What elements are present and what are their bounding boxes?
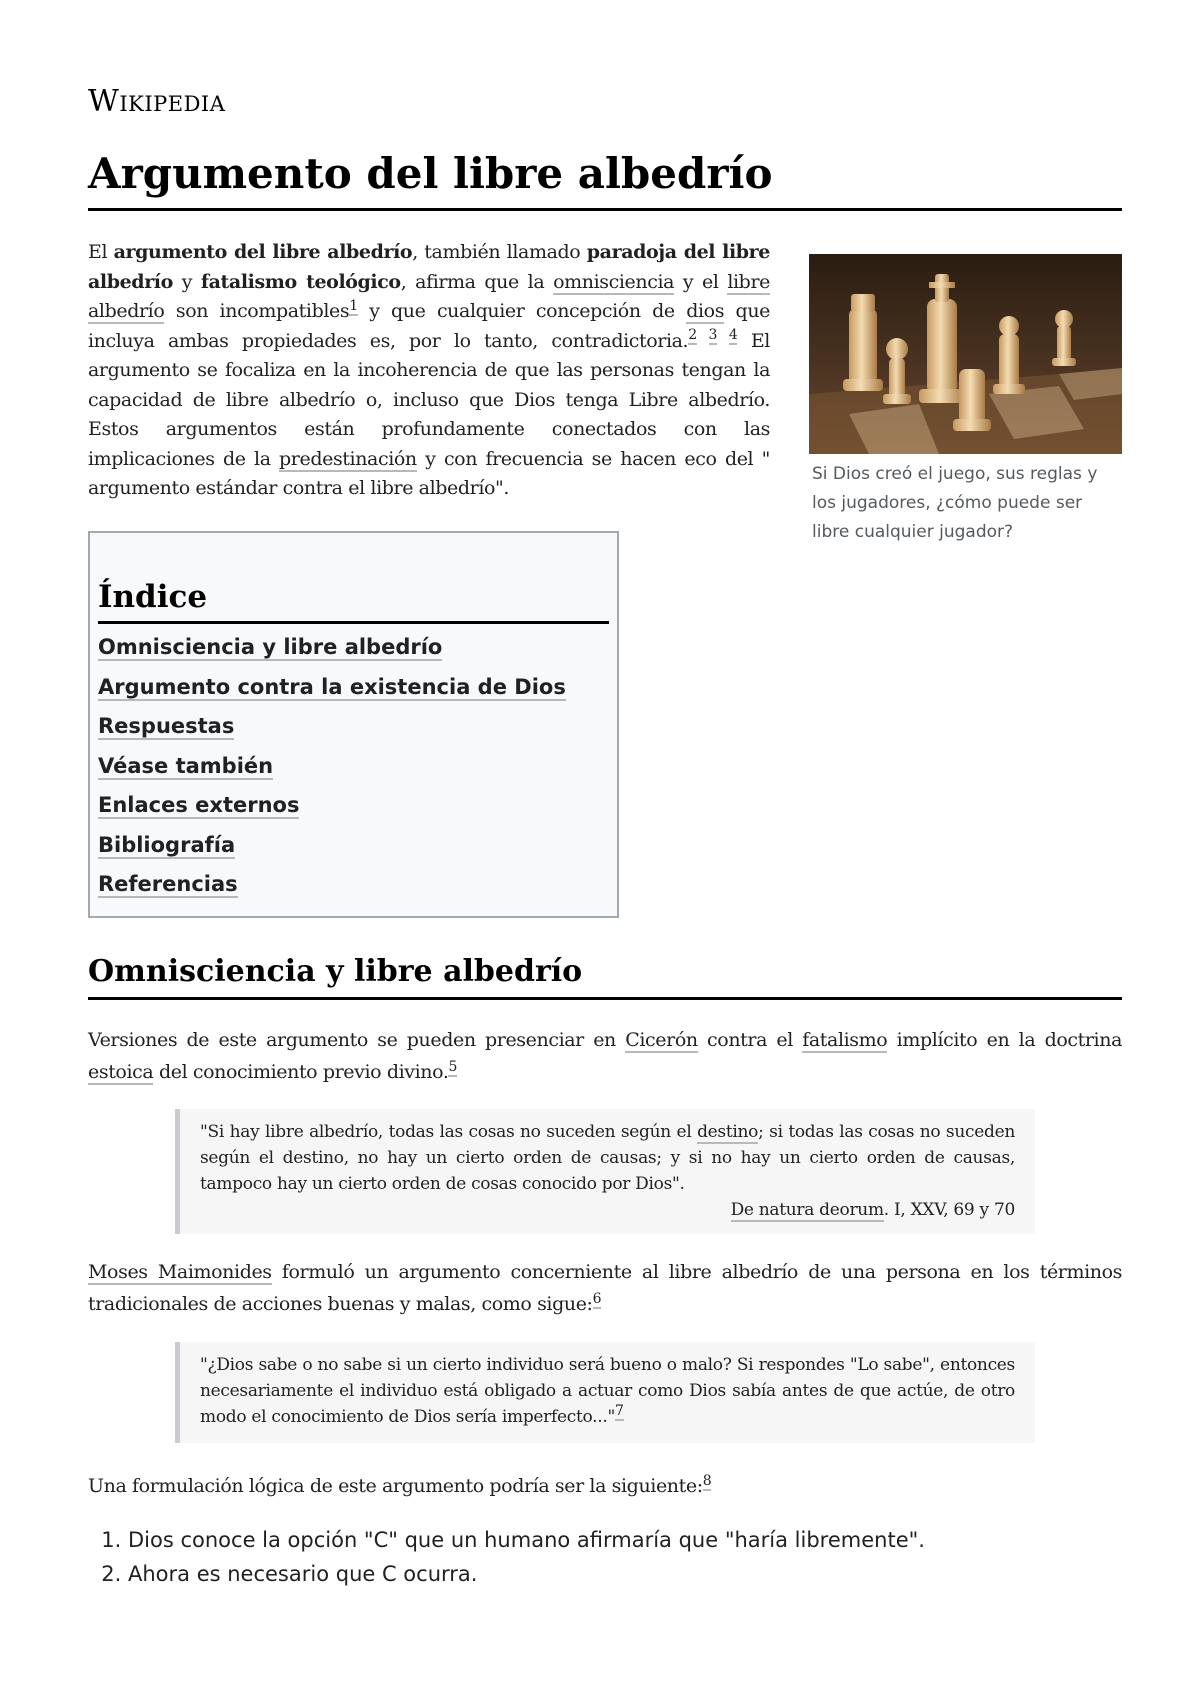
reference-link[interactable]: 8 (702, 1472, 712, 1489)
text: implícito en la doctrina (887, 1029, 1122, 1051)
toc-item (98, 751, 609, 791)
paragraph-formulacion (88, 1470, 1122, 1502)
text: , afirma que la (400, 270, 554, 293)
paragraph-maimonides (88, 1256, 1122, 1320)
text: El (88, 241, 114, 263)
reference-link[interactable]: 7 (614, 1403, 624, 1420)
text: y con frecuencia se hacen eco del " argumento estándar contra el libre albedrío". (88, 447, 770, 499)
toc-link-omnisciencia[interactable]: Omnisciencia y libre albedrío (98, 635, 443, 659)
link-fatalismo[interactable]: fatalismo (802, 1029, 888, 1051)
toc-item (98, 790, 609, 830)
blockquote-ciceron (175, 1109, 1035, 1234)
figure-caption: Si Dios creó el juego, sus reglas y los jugadores, ¿cómo puede ser libre cualquier jugador? (812, 464, 1098, 542)
link-libre-albedrio[interactable]: libre albedrío (88, 270, 770, 322)
toc-list (98, 632, 609, 909)
toc-title: Índice (98, 575, 609, 624)
paragraph-ciceron (88, 1024, 1122, 1088)
link-predestinacion[interactable]: predestinación (279, 447, 417, 470)
toc-item (98, 869, 609, 909)
quote-text (200, 1119, 1015, 1197)
reference-link[interactable]: 5 (448, 1058, 457, 1075)
lead-paragraph (88, 238, 770, 504)
toc-link-bibliografia[interactable]: Bibliografía (98, 832, 236, 857)
text: y que cualquier concepción de (357, 300, 687, 322)
figure-thumbnail (809, 254, 1122, 547)
toc-item (98, 711, 609, 751)
section-heading: Omnisciencia y libre albedrío (88, 951, 1122, 1000)
reference-link[interactable]: 2 (688, 327, 697, 344)
wikipedia-wordmark[interactable] (88, 84, 225, 119)
toc-item (98, 830, 609, 870)
toc-link-enlaces-externos[interactable]: Enlaces externos (98, 793, 300, 817)
reference-link[interactable]: 6 (592, 1290, 602, 1307)
blockquote-maimonides (175, 1342, 1035, 1443)
link-de-natura-deorum[interactable]: De natura deorum (730, 1200, 884, 1220)
bold-term: fatalismo teológico (200, 270, 401, 293)
argument-steps (88, 1523, 925, 1591)
wordmark-text: Wikipedia (88, 84, 226, 119)
text: formuló un argumento concerniente al libre albedrío de una persona en los términos tradicionales de acciones buenas y malas, como sigue: (88, 1261, 1122, 1315)
reference-link[interactable]: 3 (708, 327, 718, 344)
toc-link-argumento[interactable]: Argumento contra la existencia de Dios (98, 674, 566, 699)
list-item: 2. Ahora es necesario que C ocurra. (128, 1557, 925, 1591)
text: El argumento se focaliza en la incoherencia de que las personas tengan la capacidad de libre albedrío o, incluso que Dios tenga Libre albedrío. Estos argumentos están profundamente conectados con las implicaciones de la (88, 329, 770, 470)
link-dios[interactable]: dios (686, 300, 725, 322)
text: Una formulación lógica de este argumento podría ser la siguiente: (88, 1475, 703, 1497)
text: ; si todas las cosas no suceden según el destino, no hay un cierto orden de causas; y si no hay un cierto orden de causas, tampoco hay un cierto orden de cosas conocido por Dios". (200, 1122, 1015, 1194)
toc-item (98, 672, 609, 712)
reference-link[interactable]: 4 (728, 327, 738, 344)
toc-link-respuestas[interactable]: Respuestas (98, 714, 235, 738)
reference-link[interactable]: 1 (349, 297, 358, 314)
toc-link-vease-tambien[interactable]: Véase también (98, 753, 274, 778)
text: del conocimiento previo divino. (153, 1061, 449, 1083)
page-title: Argumento del libre albedrío (88, 146, 1122, 211)
text: que incluya ambas propiedades es, por lo tanto, contradictoria. (88, 300, 770, 352)
link-ciceron[interactable]: Cicerón (625, 1029, 698, 1051)
text: . I, XXV, 69 y 70 (883, 1200, 1015, 1220)
text: "¿Dios sabe o no sabe si un cierto individuo será bueno o malo? Si respondes "Lo sabe", entonces necesariamente el individuo está obligado a actuar como Dios sabía antes de que actúe, de otro modo el conocimiento de Dios sería imperfecto..." (200, 1355, 1015, 1427)
toc-link-referencias[interactable]: Referencias (98, 872, 238, 896)
link-destino[interactable]: destino (697, 1122, 759, 1142)
link-moses-maimonides[interactable]: Moses Maimonides (88, 1261, 272, 1283)
toc-item (98, 632, 609, 672)
quote-text (200, 1352, 1015, 1430)
chess-pieces-image[interactable] (809, 254, 1122, 454)
quote-citation (200, 1197, 1015, 1223)
text: contra el (697, 1029, 803, 1051)
link-omnisciencia[interactable]: omnisciencia (553, 270, 675, 293)
text: y (172, 270, 201, 293)
text: y el (674, 270, 728, 293)
bold-term: paradoja del libre albedrío (88, 241, 770, 293)
text: "Si hay libre albedrío, todas las cosas no suceden según el (200, 1122, 698, 1142)
text: son incompatibles (164, 300, 350, 322)
table-of-contents (88, 531, 619, 918)
list-item: 1. Dios conoce la opción "C" que un humano afirmaría que "haría libremente". (128, 1523, 925, 1557)
text: Versiones de este argumento se pueden presenciar en (88, 1029, 626, 1051)
link-estoica[interactable]: estoica (88, 1061, 154, 1083)
bold-term: argumento del libre albedrío (113, 241, 413, 263)
text: , también llamado (412, 241, 587, 263)
